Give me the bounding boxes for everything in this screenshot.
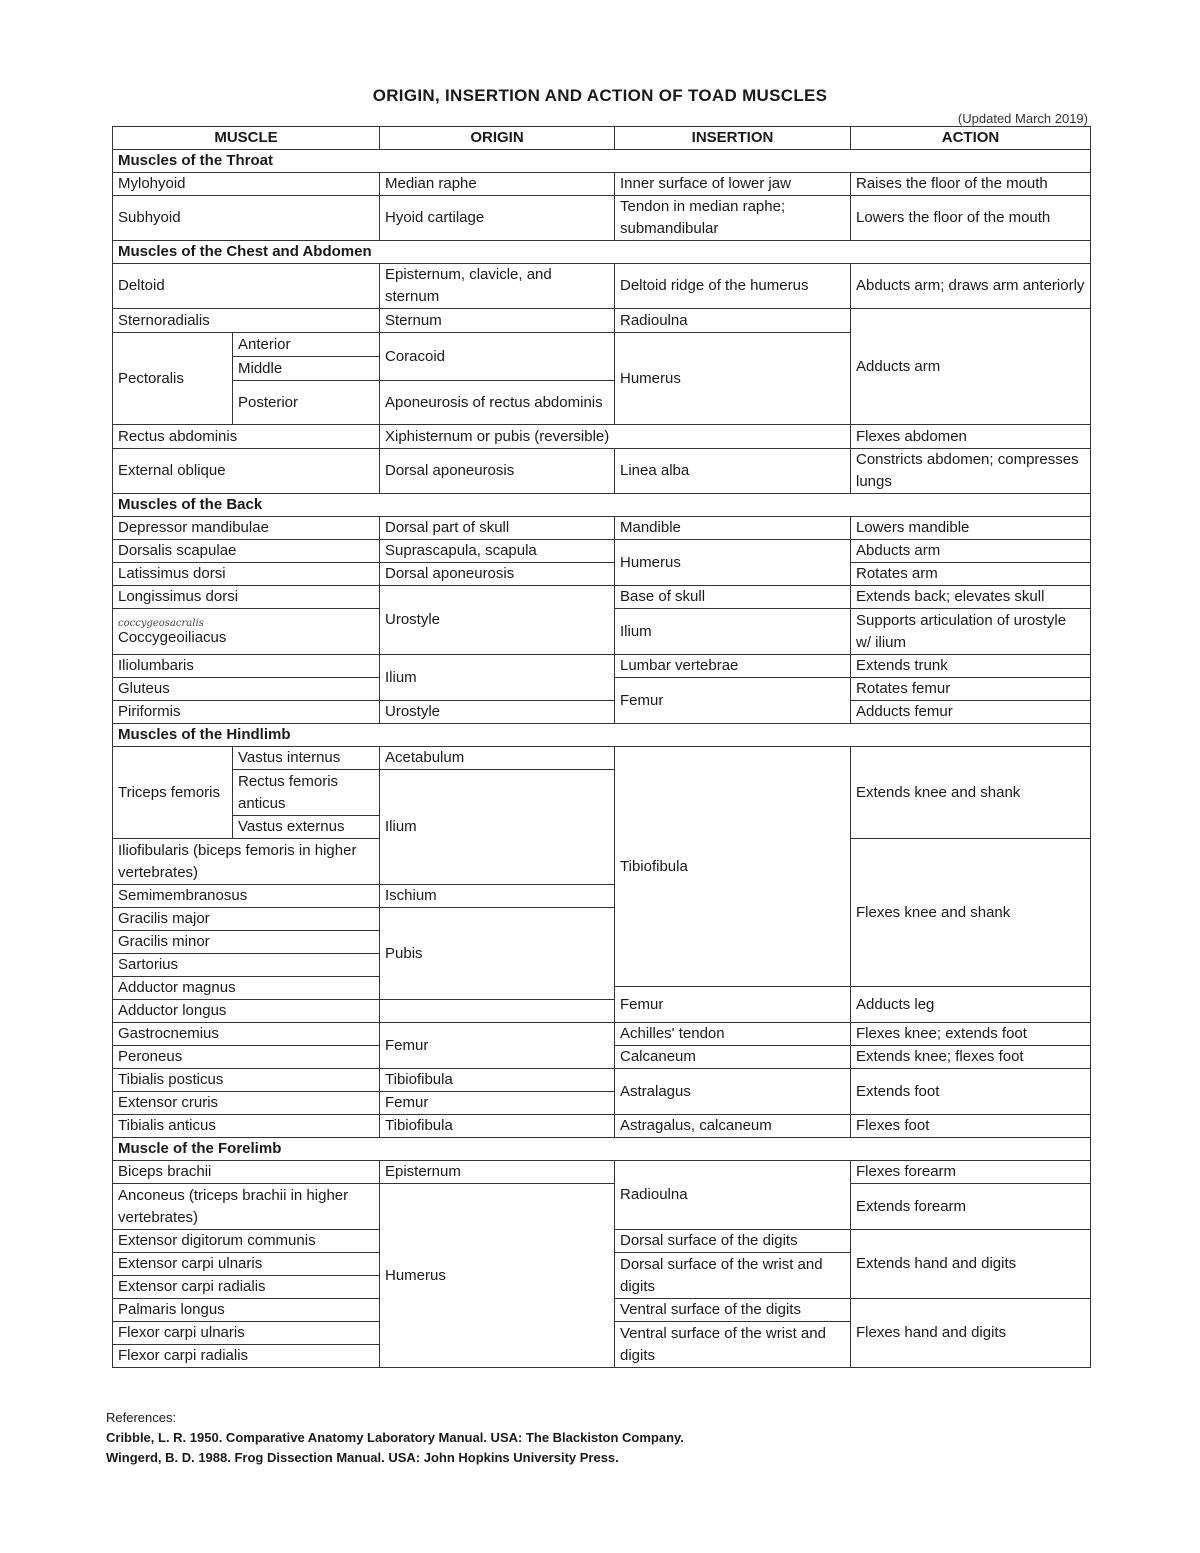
- muscle-cell: Deltoid: [113, 264, 380, 309]
- muscle-cell: Extensor digitorum communis: [113, 1230, 380, 1253]
- muscle-cell: Biceps brachii: [113, 1161, 380, 1184]
- muscle-cell: Longissimus dorsi: [113, 586, 380, 609]
- muscle-cell: Gracilis minor: [113, 931, 380, 954]
- insertion-cell: Lumbar vertebrae: [615, 655, 851, 678]
- insertion-cell: Dorsal surface of the digits: [615, 1230, 851, 1253]
- section-forelimb: Muscle of the Forelimb: [113, 1138, 1091, 1161]
- table-row: [113, 1023, 1091, 1046]
- section-row: [113, 724, 1091, 747]
- insertion-cell: Achilles' tendon: [615, 1023, 851, 1046]
- sub-muscle-cell: Rectus femoris anticus: [233, 770, 380, 816]
- origin-cell: Ilium: [380, 770, 615, 885]
- sub-muscle-cell: Vastus externus: [233, 816, 380, 839]
- origin-cell: Xiphisternum or pubis (reversible): [380, 425, 851, 449]
- section-row: [113, 1138, 1091, 1161]
- muscle-table: [112, 126, 1091, 1368]
- sub-muscle-cell: Vastus internus: [233, 747, 380, 770]
- table-row: [113, 540, 1091, 563]
- muscle-cell: Latissimus dorsi: [113, 563, 380, 586]
- insertion-cell: Femur: [615, 987, 851, 1023]
- origin-cell: Coracoid: [380, 333, 615, 381]
- insertion-cell: Astragalus, calcaneum: [615, 1115, 851, 1138]
- section-back: Muscles of the Back: [113, 494, 1091, 517]
- muscle-cell: Gluteus: [113, 678, 380, 701]
- table-row: [113, 517, 1091, 540]
- action-cell: Extends knee; flexes foot: [851, 1046, 1091, 1069]
- header-origin: ORIGIN: [380, 127, 615, 150]
- muscle-cell: Extensor carpi radialis: [113, 1276, 380, 1299]
- reference-item: Wingerd, B. D. 1988. Frog Dissection Manual. USA: John Hopkins University Press.: [106, 1450, 619, 1465]
- muscle-cell: Rectus abdominis: [113, 425, 380, 449]
- header-insertion: INSERTION: [615, 127, 851, 150]
- action-cell: Extends trunk: [851, 655, 1091, 678]
- action-cell: Supports articulation of urostyle w/ ilium: [851, 609, 1091, 655]
- table-row: [113, 173, 1091, 196]
- header-muscle: MUSCLE: [113, 127, 380, 150]
- origin-cell: Aponeurosis of rectus abdominis: [380, 381, 615, 425]
- references-heading: References:: [106, 1410, 177, 1425]
- muscle-cell: Tibialis posticus: [113, 1069, 380, 1092]
- insertion-cell: Calcaneum: [615, 1046, 851, 1069]
- table-row: [113, 655, 1091, 678]
- section-chest: Muscles of the Chest and Abdomen: [113, 241, 1091, 264]
- origin-cell: Ischium: [380, 885, 615, 908]
- origin-cell: Episternum: [380, 1161, 615, 1184]
- action-cell: Adducts arm: [851, 309, 1091, 425]
- action-cell: Rotates arm: [851, 563, 1091, 586]
- section-throat: Muscles of the Throat: [113, 150, 1091, 173]
- table-row: [113, 747, 1091, 770]
- action-cell: Extends hand and digits: [851, 1230, 1091, 1299]
- action-cell: Flexes foot: [851, 1115, 1091, 1138]
- sub-muscle-cell: Posterior: [233, 381, 380, 425]
- page-title: ORIGIN, INSERTION AND ACTION OF TOAD MUSCLES: [372, 86, 828, 105]
- muscle-cell: Peroneus: [113, 1046, 380, 1069]
- insertion-cell: Ilium: [615, 609, 851, 655]
- action-cell: Lowers mandible: [851, 517, 1091, 540]
- muscle-cell: Gastrocnemius: [113, 1023, 380, 1046]
- sub-muscle-cell: Anterior: [233, 333, 380, 357]
- insertion-cell: Radioulna: [615, 1161, 851, 1230]
- muscle-cell: Piriformis: [113, 701, 380, 724]
- muscle-cell: Triceps femoris: [113, 747, 233, 839]
- insertion-cell: Inner surface of lower jaw: [615, 173, 851, 196]
- muscle-cell: Adductor longus: [113, 1000, 380, 1023]
- origin-cell: Ilium: [380, 655, 615, 701]
- origin-cell: Urostyle: [380, 701, 615, 724]
- insertion-cell: Humerus: [615, 540, 851, 586]
- action-cell: Constricts abdomen; compresses lungs: [851, 449, 1091, 494]
- muscle-cell: Adductor magnus: [113, 977, 380, 1000]
- origin-cell: Hyoid cartilage: [380, 196, 615, 241]
- muscle-cell: Mylohyoid: [113, 173, 380, 196]
- muscle-cell: Dorsalis scapulae: [113, 540, 380, 563]
- insertion-cell: Humerus: [615, 333, 851, 425]
- muscle-cell: Iliofibularis (biceps femoris in higher vertebrates): [113, 839, 380, 885]
- action-cell: Flexes knee and shank: [851, 839, 1091, 987]
- origin-cell: Tibiofibula: [380, 1069, 615, 1092]
- action-cell: Flexes forearm: [851, 1161, 1091, 1184]
- origin-cell: Pubis: [380, 908, 615, 1000]
- muscle-cell: [113, 609, 380, 655]
- origin-cell: Episternum, clavicle, and sternum: [380, 264, 615, 309]
- muscle-cell: Extensor cruris: [113, 1092, 380, 1115]
- muscle-cell: Depressor mandibulae: [113, 517, 380, 540]
- origin-cell: Suprascapula, scapula: [380, 540, 615, 563]
- insertion-cell: Mandible: [615, 517, 851, 540]
- muscle-cell: Semimembranosus: [113, 885, 380, 908]
- insertion-cell: Base of skull: [615, 586, 851, 609]
- insertion-cell: Ventral surface of the digits: [615, 1299, 851, 1322]
- muscle-cell: Flexor carpi radialis: [113, 1345, 380, 1368]
- insertion-cell: Deltoid ridge of the humerus: [615, 264, 851, 309]
- insertion-cell: Dorsal surface of the wrist and digits: [615, 1253, 851, 1299]
- table-row: [113, 449, 1091, 494]
- table-row: [113, 1069, 1091, 1092]
- origin-cell: Tibiofibula: [380, 1115, 615, 1138]
- updated-date: (Updated March 2019): [957, 111, 1088, 126]
- action-cell: Extends foot: [851, 1069, 1091, 1115]
- muscle-cell: Iliolumbaris: [113, 655, 380, 678]
- muscle-cell: Extensor carpi ulnaris: [113, 1253, 380, 1276]
- insertion-cell: Tibiofibula: [615, 747, 851, 987]
- table-row: [113, 196, 1091, 241]
- muscle-cell: Pectoralis: [113, 333, 233, 425]
- section-row: [113, 494, 1091, 517]
- origin-cell: Median raphe: [380, 173, 615, 196]
- origin-cell: Acetabulum: [380, 747, 615, 770]
- insertion-cell: Astralagus: [615, 1069, 851, 1115]
- table-row: [113, 1184, 1091, 1230]
- action-cell: Abducts arm: [851, 540, 1091, 563]
- origin-cell: Dorsal part of skull: [380, 517, 615, 540]
- origin-cell: Dorsal aponeurosis: [380, 449, 615, 494]
- action-cell: Rotates femur: [851, 678, 1091, 701]
- section-hindlimb: Muscles of the Hindlimb: [113, 724, 1091, 747]
- sub-muscle-cell: Middle: [233, 357, 380, 381]
- action-cell: Extends back; elevates skull: [851, 586, 1091, 609]
- muscle-name: Coccygeoiliacus: [118, 628, 227, 646]
- insertion-cell: Radioulna: [615, 309, 851, 333]
- table-row: [113, 563, 1091, 586]
- section-row: [113, 241, 1091, 264]
- action-cell: Flexes hand and digits: [851, 1299, 1091, 1368]
- muscle-cell: Anconeus (triceps brachii in higher vertebrates): [113, 1184, 380, 1230]
- table-row: [113, 586, 1091, 609]
- action-cell: Raises the floor of the mouth: [851, 173, 1091, 196]
- origin-cell: Sternum: [380, 309, 615, 333]
- insertion-cell: Ventral surface of the wrist and digits: [615, 1322, 851, 1368]
- section-row: [113, 150, 1091, 173]
- table-row: [113, 309, 1091, 333]
- muscle-cell: Flexor carpi ulnaris: [113, 1322, 380, 1345]
- origin-cell: Urostyle: [380, 586, 615, 655]
- action-cell: Abducts arm; draws arm anteriorly: [851, 264, 1091, 309]
- muscle-cell: Sartorius: [113, 954, 380, 977]
- muscle-cell: Palmaris longus: [113, 1299, 380, 1322]
- insertion-cell: Linea alba: [615, 449, 851, 494]
- table-row: [113, 1161, 1091, 1184]
- handwritten-note: coccygeosacralis: [118, 617, 204, 629]
- muscle-cell: Gracilis major: [113, 908, 380, 931]
- muscle-cell: Sternoradialis: [113, 309, 380, 333]
- action-cell: Adducts femur: [851, 701, 1091, 724]
- action-cell: Extends knee and shank: [851, 747, 1091, 839]
- muscle-cell: External oblique: [113, 449, 380, 494]
- action-cell: Flexes abdomen: [851, 425, 1091, 449]
- table-row: [113, 701, 1091, 724]
- insertion-cell: Femur: [615, 678, 851, 724]
- reference-item: Cribble, L. R. 1950. Comparative Anatomy Laboratory Manual. USA: The Blackiston Company.: [106, 1430, 684, 1445]
- table-row: [113, 264, 1091, 309]
- action-cell: Adducts leg: [851, 987, 1091, 1023]
- origin-cell: Femur: [380, 1023, 615, 1069]
- table-row: [113, 425, 1091, 449]
- muscle-cell: Subhyoid: [113, 196, 380, 241]
- insertion-cell: Tendon in median raphe; submandibular: [615, 196, 851, 241]
- muscle-cell: Tibialis anticus: [113, 1115, 380, 1138]
- action-cell: Flexes knee; extends foot: [851, 1023, 1091, 1046]
- header-action: ACTION: [851, 127, 1091, 150]
- origin-cell: Dorsal aponeurosis: [380, 563, 615, 586]
- table-row: [113, 1115, 1091, 1138]
- action-cell: Extends forearm: [851, 1184, 1091, 1230]
- origin-cell: Femur: [380, 1092, 615, 1115]
- references: [106, 1408, 684, 1468]
- table-header-row: [113, 127, 1091, 150]
- origin-cell: Humerus: [380, 1184, 615, 1368]
- action-cell: Lowers the floor of the mouth: [851, 196, 1091, 241]
